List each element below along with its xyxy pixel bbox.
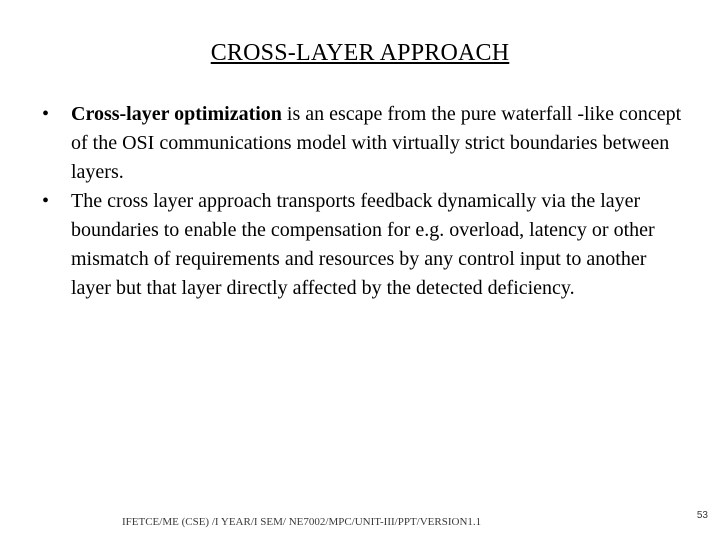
bullet-text: is an escape from the pure waterfall -like concept of the OSI communications model with virtually strict boundaries between layers. [71, 103, 682, 183]
bullet-dot: • [42, 103, 50, 125]
bullet-list [42, 100, 682, 303]
bullet-bold-term: Cross-layer optimization [71, 103, 282, 125]
bullet-text: The cross layer approach transports feedback dynamically via the layer boundaries to enable the compensation for e.g. overload, latency or other mismatch of requirements and resources by any control input to another layer but that layer directly affected by the detected deficiency. [71, 190, 655, 299]
bullet-item-1 [42, 100, 682, 187]
slide-footer: IFETCE/ME (CSE) /I YEAR/I SEM/ NE7002/MPC/UNIT-III/PPT/VERSION1.1 [122, 516, 482, 528]
bullet-dot: • [42, 190, 50, 212]
slide-title: CROSS-LAYER APPROACH [210, 40, 510, 66]
bullet-item-2 [42, 187, 682, 303]
page-number: 53 [696, 510, 708, 521]
